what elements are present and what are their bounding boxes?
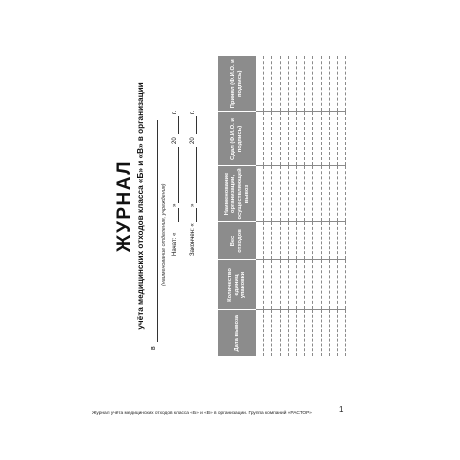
table-cell (280, 112, 288, 166)
finished-date-row (190, 56, 200, 256)
table-cell (272, 260, 280, 310)
month-blank (178, 147, 179, 203)
table-cell (321, 260, 329, 310)
table-row (264, 56, 272, 356)
organization-line (150, 120, 159, 350)
page-number: 1 (339, 405, 344, 414)
table-cell (337, 260, 345, 310)
document-subtitle: учёта медицинских отходов класса «Б» и «В» в организации (136, 82, 145, 330)
table-cell (305, 222, 313, 260)
table-cell (305, 260, 313, 310)
table-row (305, 56, 313, 356)
column-header-package-count: Количество единиц упаковки (218, 260, 256, 310)
table-cell (313, 112, 321, 166)
year-blank (196, 116, 197, 134)
column-header-weight: Вес отходов (218, 222, 256, 260)
table-cell (296, 260, 304, 310)
column-header-handed-over: Сдал (Ф.И.О. и подпись) (218, 112, 256, 166)
table-cell (313, 222, 321, 260)
table-cell (280, 260, 288, 310)
table-cell (313, 166, 321, 222)
day-blank (178, 208, 179, 222)
table-cell (329, 166, 337, 222)
year-prefix: 20 (172, 137, 178, 144)
year-blank (178, 116, 179, 134)
journal-table (218, 56, 346, 356)
table-cell (337, 222, 345, 260)
table-cell (296, 222, 304, 260)
table-row (337, 56, 345, 356)
table-cell (256, 222, 264, 260)
table-cell (288, 222, 296, 260)
table-cell (296, 112, 304, 166)
organization-prefix: в (150, 346, 157, 350)
table-cell (321, 222, 329, 260)
table-cell (329, 56, 337, 112)
table-cell (256, 56, 264, 112)
table-cell (264, 260, 272, 310)
table-cell (256, 166, 264, 222)
table-cell (321, 56, 329, 112)
table-cell (321, 166, 329, 222)
table-cell (272, 222, 280, 260)
table-cell (329, 112, 337, 166)
rotated-content (112, 56, 337, 356)
organization-hint: (наименование отделения, учреждения) (161, 183, 167, 286)
table-cell (264, 310, 272, 356)
column-header-date: Дата вывоза (218, 310, 256, 356)
table-cell (321, 310, 329, 356)
footer-text: Журнал учёта медицинских отходов класса «Б» и «В» в организации. Группа компаний «РАСТОР» (92, 411, 312, 416)
table-cell (288, 166, 296, 222)
table-cell (337, 310, 345, 356)
table-cell (296, 310, 304, 356)
table-cell (288, 260, 296, 310)
document-title: ЖУРНАЛ (114, 159, 135, 253)
month-blank (196, 147, 197, 203)
table-cell (305, 56, 313, 112)
table-row (256, 56, 264, 356)
quote-close: » (190, 203, 196, 207)
table-cell (272, 112, 280, 166)
table-cell (313, 310, 321, 356)
table-cell (288, 56, 296, 112)
year-suffix: г. (190, 110, 196, 114)
table-cell (296, 56, 304, 112)
table-body (256, 56, 346, 356)
table-cell (280, 56, 288, 112)
organization-blank-line (157, 120, 158, 342)
table-cell (305, 166, 313, 222)
table-cell (329, 260, 337, 310)
table-cell (337, 166, 345, 222)
table-cell (264, 222, 272, 260)
table-cell (305, 112, 313, 166)
table-row (313, 56, 321, 356)
table-cell (256, 310, 264, 356)
table-cell (337, 112, 345, 166)
table-cell (280, 166, 288, 222)
table-cell (296, 166, 304, 222)
started-date-row (172, 56, 182, 256)
table-row (296, 56, 304, 356)
table-cell (272, 310, 280, 356)
table-cell (264, 166, 272, 222)
table-cell (288, 112, 296, 166)
table-cell (305, 310, 313, 356)
finished-label: Закончен: « (190, 223, 196, 256)
column-header-received: Принял (Ф.И.О. и подпись) (218, 56, 256, 112)
table-cell (272, 166, 280, 222)
table-header-row (218, 56, 256, 356)
day-blank (196, 208, 197, 222)
year-prefix: 20 (190, 137, 196, 144)
title-block (114, 56, 214, 356)
table-cell (288, 310, 296, 356)
table-cell (264, 112, 272, 166)
table-row (288, 56, 296, 356)
table-cell (329, 310, 337, 356)
table-cell (256, 260, 264, 310)
table-cell (256, 112, 264, 166)
table-cell (280, 310, 288, 356)
table-row (272, 56, 280, 356)
table-row (321, 56, 329, 356)
table-cell (313, 56, 321, 112)
table-cell (337, 56, 345, 112)
started-label: Начат: « (172, 232, 178, 256)
table-row (280, 56, 288, 356)
year-suffix: г. (172, 110, 178, 114)
table-cell (313, 260, 321, 310)
table-cell (272, 56, 280, 112)
table-cell (280, 222, 288, 260)
table-cell (264, 56, 272, 112)
quote-close: » (172, 203, 178, 207)
column-header-organization: Наименование организации, осуществляющей вывоз (218, 166, 256, 222)
table-cell (329, 222, 337, 260)
table-row (329, 56, 337, 356)
table-cell (321, 112, 329, 166)
